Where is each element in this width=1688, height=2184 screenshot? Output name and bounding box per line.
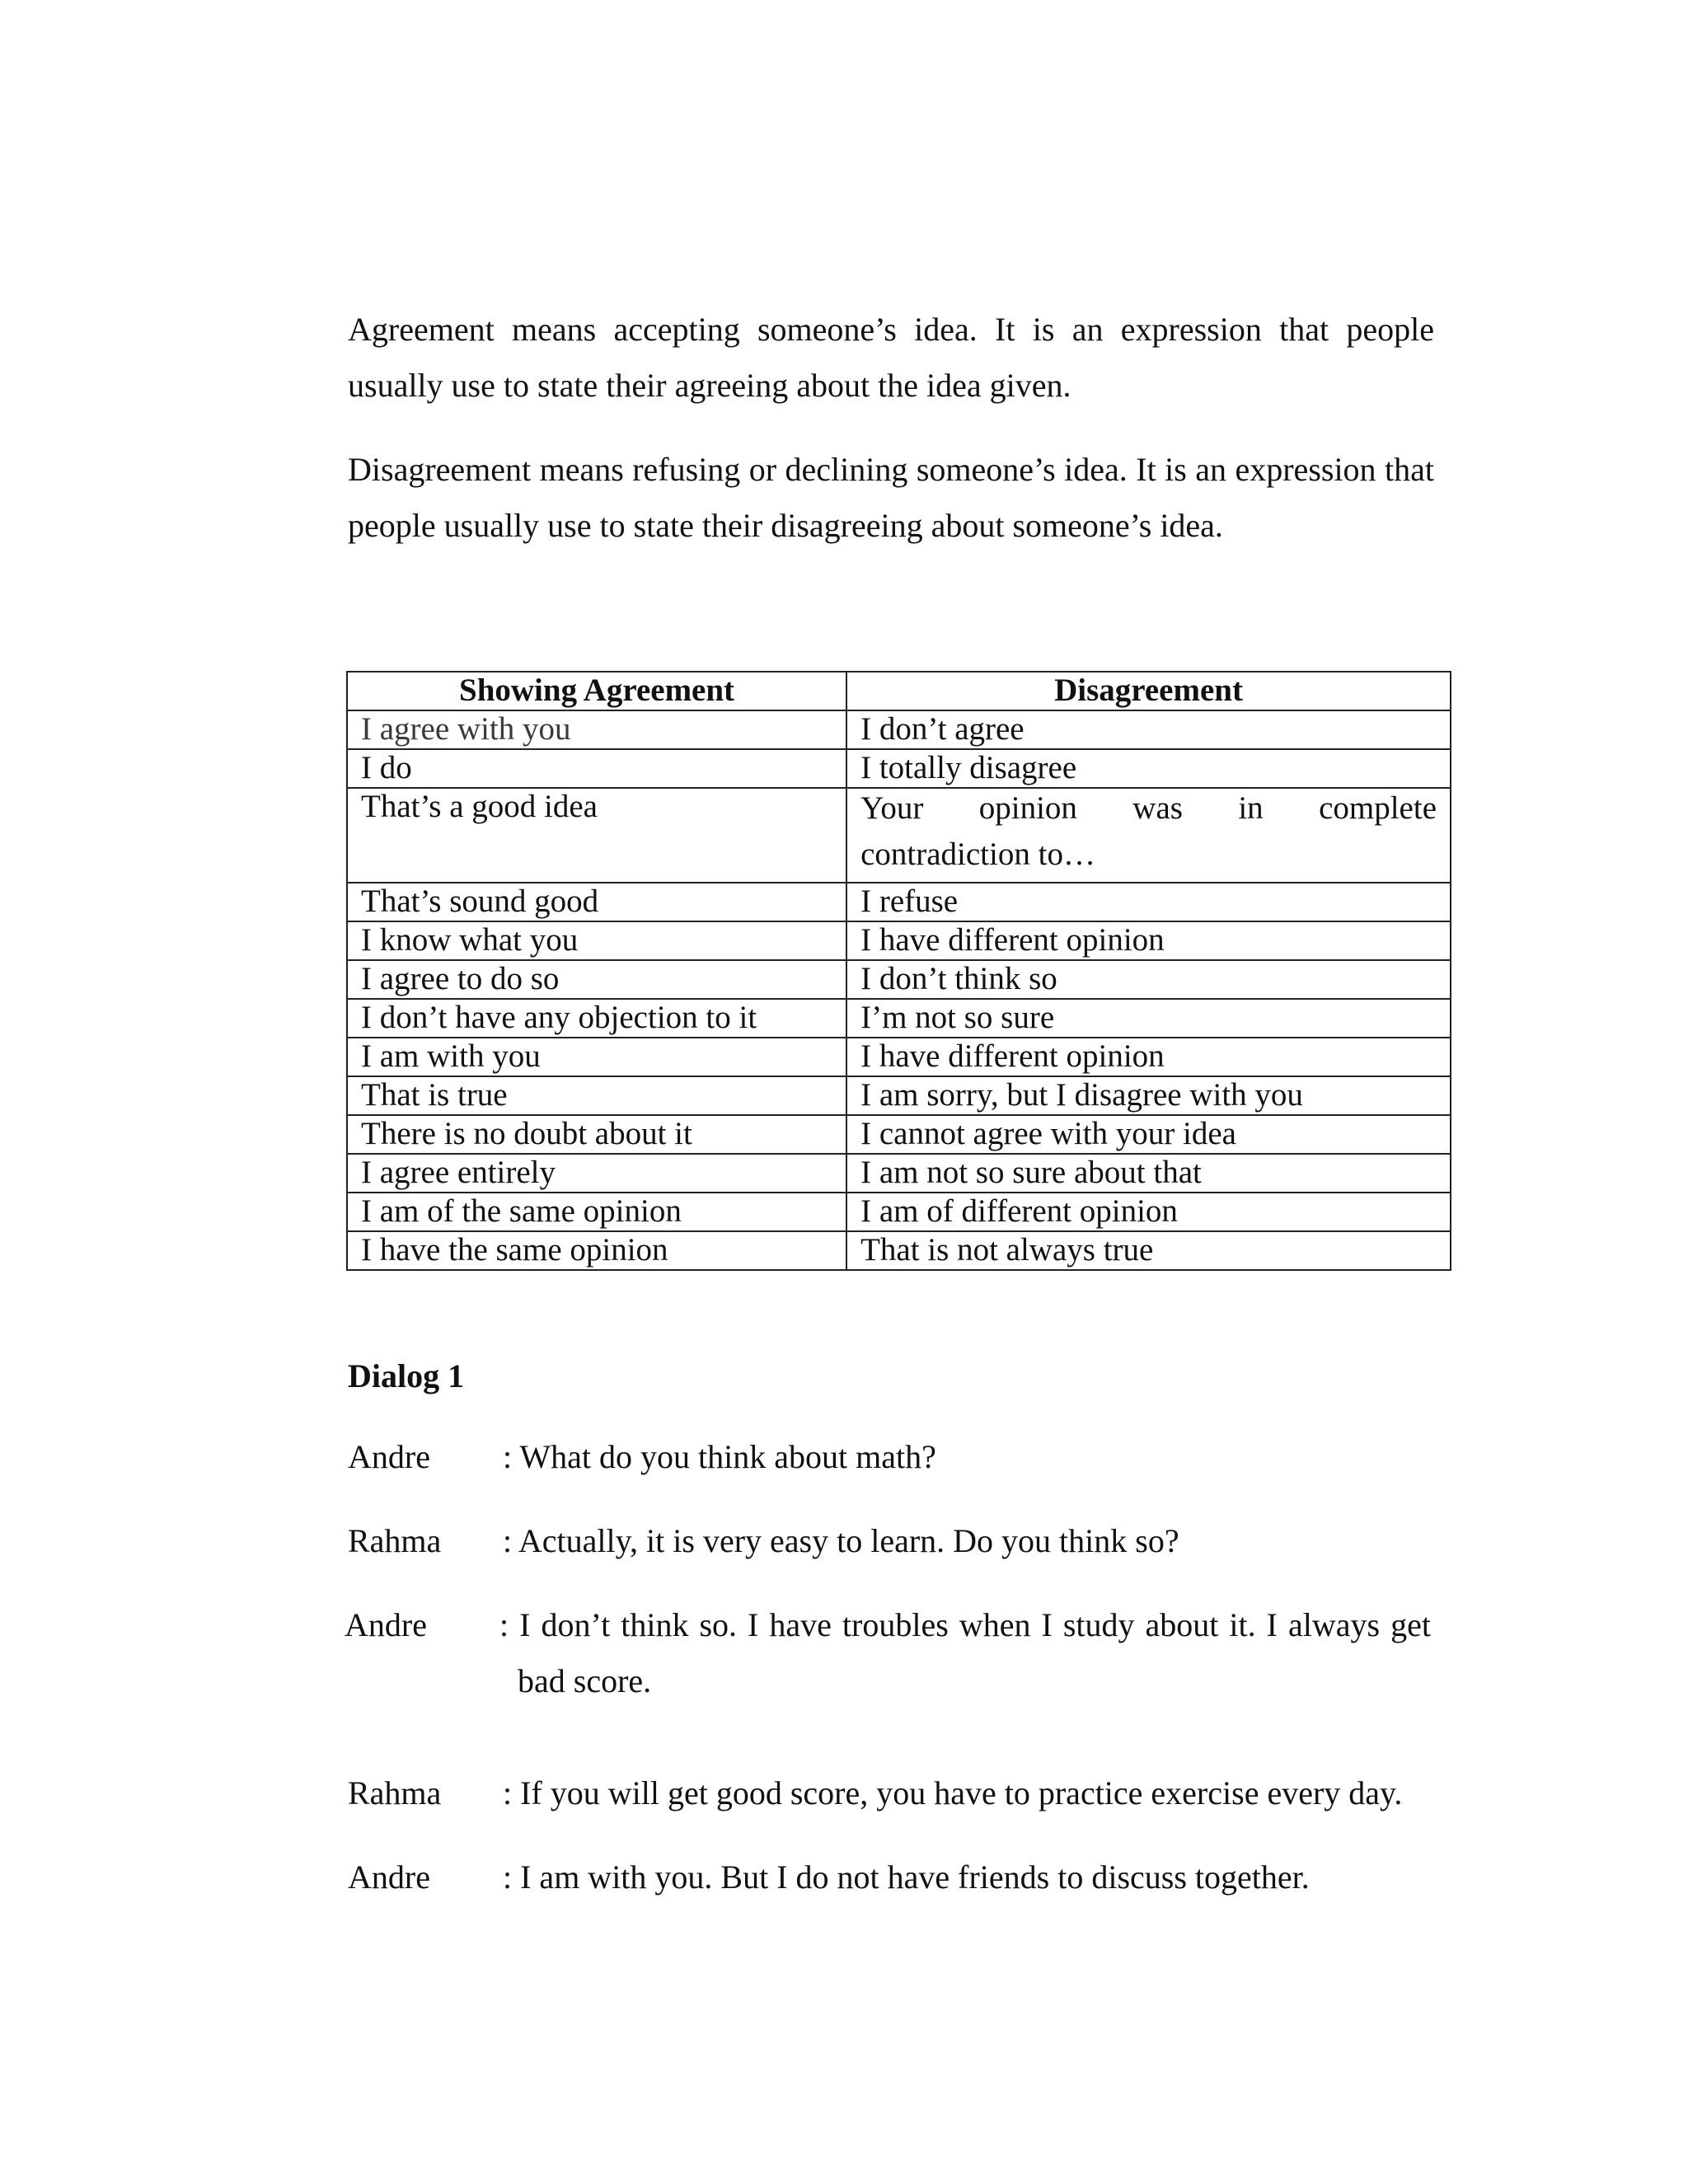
utterance: : What do you think about math? xyxy=(503,1438,936,1475)
disagreement-definition: Disagreement means refusing or declining someone’s idea. It is an expression that people usually use to state their disagreeing about someone’s idea. xyxy=(348,451,1434,544)
speaker-name: Rahma xyxy=(348,1522,442,1559)
speaker-name: Rahma xyxy=(348,1774,442,1811)
table-row xyxy=(347,960,1451,999)
agreement-cell: That’s a good idea xyxy=(347,788,846,883)
table-row xyxy=(347,749,1451,788)
table-row xyxy=(347,1076,1451,1115)
utterance-line: : I don’t think so. I have troubles when I study about it. I always get xyxy=(499,1606,1431,1643)
speaker-name: Andre xyxy=(348,1438,430,1475)
disagreement-cell: I have different opinion xyxy=(846,921,1451,960)
table-row xyxy=(347,1115,1451,1154)
table-row xyxy=(347,999,1451,1038)
disagreement-cell: I am of different opinion xyxy=(846,1193,1451,1231)
agreement-cell: That is true xyxy=(347,1076,846,1115)
agreement-cell: I agree to do so xyxy=(347,960,846,999)
disagreement-cell: I refuse xyxy=(846,883,1451,921)
agreement-cell: I have the same opinion xyxy=(347,1231,846,1270)
agreement-cell: There is no doubt about it xyxy=(347,1115,846,1154)
agreement-cell: I do xyxy=(347,749,846,788)
utterance: : Actually, it is very easy to learn. Do you think so? xyxy=(503,1522,1179,1559)
header-agreement: Showing Agreement xyxy=(347,672,846,710)
disagreement-cell: I cannot agree with your idea xyxy=(846,1115,1451,1154)
agreement-cell: I agree with you xyxy=(347,710,846,749)
agreement-cell: I don’t have any objection to it xyxy=(347,999,846,1038)
table-row xyxy=(347,788,1451,883)
table-row xyxy=(347,710,1451,749)
utterance: : I am with you. But I do not have friends to discuss together. xyxy=(503,1858,1310,1896)
cell-line: contradiction to… xyxy=(860,837,1095,872)
disagreement-cell: I am sorry, but I disagree with you xyxy=(846,1076,1451,1115)
agreement-cell: I know what you xyxy=(347,921,846,960)
agreement-definition: Agreement means accepting someone’s idea. It is an expression that people usually use to state their agreeing about the idea given. xyxy=(348,311,1434,404)
disagreement-cell: I have different opinion xyxy=(846,1038,1451,1076)
disagreement-cell: I’m not so sure xyxy=(846,999,1451,1038)
utterance-continuation: bad score. xyxy=(518,1662,652,1699)
disagreement-cell: I don’t think so xyxy=(846,960,1451,999)
disagreement-cell xyxy=(846,788,1451,883)
header-disagreement: Disagreement xyxy=(846,672,1451,710)
disagreement-cell: I don’t agree xyxy=(846,710,1451,749)
cell-line: Your opinion was in complete xyxy=(860,790,1437,826)
agreement-cell: I am of the same opinion xyxy=(347,1193,846,1231)
speaker-name: Andre xyxy=(348,1858,430,1896)
table-row xyxy=(347,1154,1451,1193)
table-row xyxy=(347,1193,1451,1231)
utterance xyxy=(499,1597,1431,1709)
agreement-cell: I agree entirely xyxy=(347,1154,846,1193)
utterance: : If you will get good score, you have to practice exercise every day. xyxy=(503,1774,1403,1811)
agreement-cell: That’s sound good xyxy=(347,883,846,921)
table-row xyxy=(347,883,1451,921)
agreement-cell: I am with you xyxy=(347,1038,846,1076)
expressions-table xyxy=(346,671,1451,1271)
table-row xyxy=(347,921,1451,960)
table-header-row xyxy=(347,672,1451,710)
disagreement-cell: I totally disagree xyxy=(846,749,1451,788)
table-row xyxy=(347,1231,1451,1270)
dialog-title: Dialog 1 xyxy=(348,1357,465,1394)
disagreement-cell: That is not always true xyxy=(846,1231,1451,1270)
table-row xyxy=(347,1038,1451,1076)
disagreement-cell: I am not so sure about that xyxy=(846,1154,1451,1193)
speaker-name: Andre xyxy=(345,1606,427,1643)
